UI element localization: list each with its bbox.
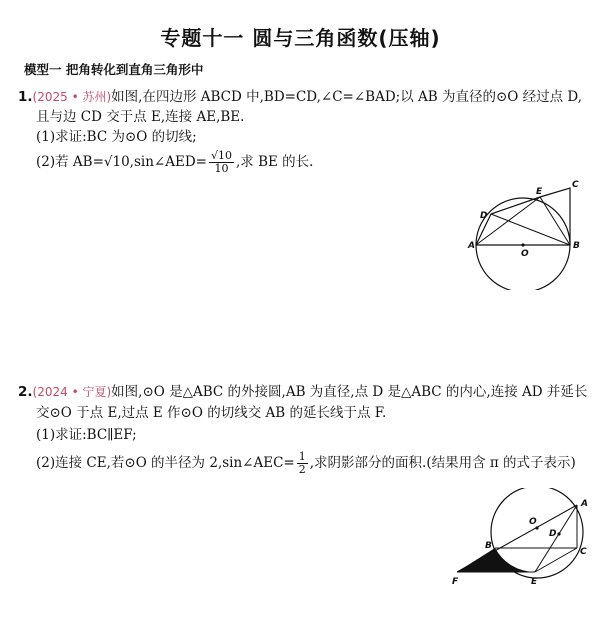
fig2-label-a: A xyxy=(581,499,588,509)
q1-text-line1: 如图,在四边形 ABCD 中,BD=CD,∠C=∠BAD;以 AB 为直径的⊙O 经过点 D, xyxy=(111,89,583,105)
fig1-label-b: B xyxy=(573,241,580,251)
q1-part2-prefix: (2)若 AB=√10,sin∠AED= xyxy=(36,154,207,170)
fig1-label-a: A xyxy=(468,241,475,251)
fig1-line-bd xyxy=(491,214,570,245)
q1-line1 xyxy=(18,85,582,105)
q1-fraction-denominator: 10 xyxy=(214,162,229,175)
q2-fraction-denominator: 2 xyxy=(298,463,306,476)
fig2-line-fa xyxy=(457,505,577,572)
q2-number: 2. xyxy=(18,384,33,400)
fig1-quadrilateral xyxy=(476,188,570,245)
fig2-label-f: F xyxy=(452,577,459,587)
fig2-label-d: D xyxy=(549,529,557,539)
figure-2-geometry xyxy=(445,488,595,590)
q2-text-line1: 如图,⊙O 是△ABC 的外接圆,AB 为直径,点 D 是△ABC 的内心,连接 AD 并延长 xyxy=(111,384,588,400)
fig1-line-be xyxy=(540,197,570,245)
q1-part2-suffix: ,求 BE 的长. xyxy=(235,154,314,170)
fig1-label-o: O xyxy=(521,249,529,259)
fig1-label-c: C xyxy=(572,180,579,190)
section-heading: 模型一 把角转化到直角三角形中 xyxy=(24,62,204,77)
q1-text-line2: 且与边 CD 交于点 E,连接 AE,BE. xyxy=(36,109,245,125)
q1-part1: (1)求证:BC 为⊙O 的切线; xyxy=(36,129,197,145)
q1-fraction-numerator: √10 xyxy=(210,149,232,162)
fig2-label-e: E xyxy=(531,577,538,587)
q2-part1: (1)求证:BC∥EF; xyxy=(36,427,137,443)
fig1-center-point xyxy=(521,243,524,246)
fig2-incenter-point xyxy=(557,532,560,535)
q1-number: 1. xyxy=(18,89,33,105)
fig1-label-e: E xyxy=(536,187,543,197)
fig2-label-c: C xyxy=(580,547,587,557)
fig1-label-d: D xyxy=(480,211,488,221)
q2-part2 xyxy=(36,451,576,476)
q2-part2-prefix: (2)连接 CE,若⊙O 的半径为 2,sin∠AEC= xyxy=(36,455,295,471)
fig2-label-b: B xyxy=(485,541,492,551)
q2-line1 xyxy=(18,380,587,400)
q2-text-line2: 交⊙O 于点 E,过点 E 作⊙O 的切线交 AB 的延长线于点 F. xyxy=(36,405,387,421)
q2-source-tag: (2024 • 宁夏) xyxy=(32,385,112,399)
q2-part2-suffix: ,求阴影部分的面积.(结果用含 π 的式子表示) xyxy=(309,455,576,471)
q1-source-tag: (2025 • 苏州) xyxy=(32,90,112,104)
q1-part2 xyxy=(36,150,313,175)
fig2-label-o: O xyxy=(529,517,537,527)
fig2-line-ec xyxy=(535,548,577,572)
q2-fraction xyxy=(297,451,308,476)
page-title: 专题十一 圆与三角函数(压轴) xyxy=(160,26,441,50)
q2-fraction-numerator: 1 xyxy=(298,450,306,463)
fig2-shaded-region xyxy=(457,548,535,572)
q1-fraction xyxy=(209,150,234,175)
figure-1-geometry xyxy=(460,178,600,290)
